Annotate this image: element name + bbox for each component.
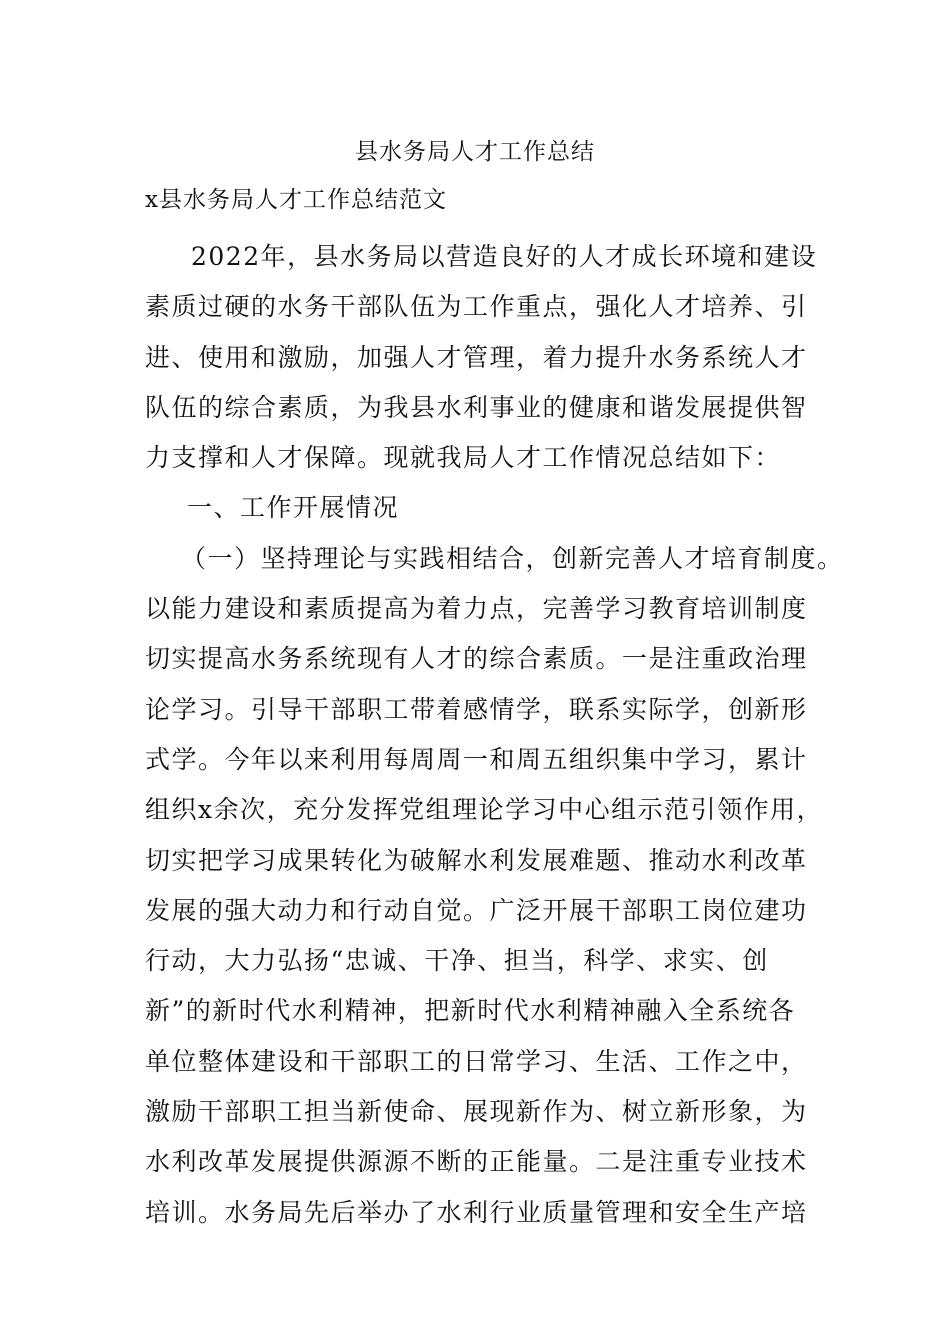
body-line: 培训。水务局先后举办了水利行业质量管理和安全生产培 xyxy=(145,1197,808,1227)
body-line: 激励干部职工担当新使命、展现新作为、树立新形象，为 xyxy=(145,1097,808,1127)
body-line: 队伍的综合素质，为我县水利事业的健康和谐发展提供智 xyxy=(145,392,808,422)
body-line: 切实提高水务系统现有人才的综合素质。一是注重政治理 xyxy=(145,644,808,674)
body-line: 水利改革发展提供源源不断的正能量。二是注重专业技术 xyxy=(145,1147,808,1177)
document-subtitle: x县水务局人才工作总结范文 xyxy=(145,187,447,213)
body-line: 进、使用和激励，加强人才管理，着力提升水务系统人才 xyxy=(145,342,808,372)
body-line: 发展的强大动力和行动自觉。广泛开展干部职工岗位建功 xyxy=(145,895,808,925)
document-body xyxy=(145,232,844,1238)
body-line: 新”的新时代水利精神，把新时代水利精神融入全系统各 xyxy=(145,996,796,1026)
document-title: 县水务局人才工作总结 xyxy=(355,139,595,165)
subsection-heading: （一）坚持理论与实践相结合，创新完善人才培育制度。 xyxy=(181,543,844,573)
body-line: 行动，大力弘扬“忠诚、干净、担当，科学、求实、创 xyxy=(145,946,769,976)
body-line: 切实把学习成果转化为破解水利发展难题、推动水利改革 xyxy=(145,845,808,875)
body-line: 素质过硬的水务干部队伍为工作重点，强化人才培养、引 xyxy=(145,292,808,322)
body-line: 力支撑和人才保障。现就我局人才工作情况总结如下： xyxy=(145,443,782,473)
body-line: 2022年，县水务局以营造良好的人才成长环境和建设 xyxy=(191,242,818,271)
body-line: 单位整体建设和干部职工的日常学习、生活、工作之中， xyxy=(145,1046,808,1076)
section-heading: 一、工作开展情况 xyxy=(187,493,400,523)
body-line: 组织x余次，充分发挥党组理论学习中心组示范引领作用， xyxy=(145,795,824,825)
body-line: 论学习。引导干部职工带着感情学，联系实际学，创新形 xyxy=(145,694,808,724)
body-line: 式学。今年以来利用每周周一和周五组织集中学习，累计 xyxy=(145,744,808,774)
body-line: 以能力建设和素质提高为着力点，完善学习教育培训制度 xyxy=(145,594,808,624)
